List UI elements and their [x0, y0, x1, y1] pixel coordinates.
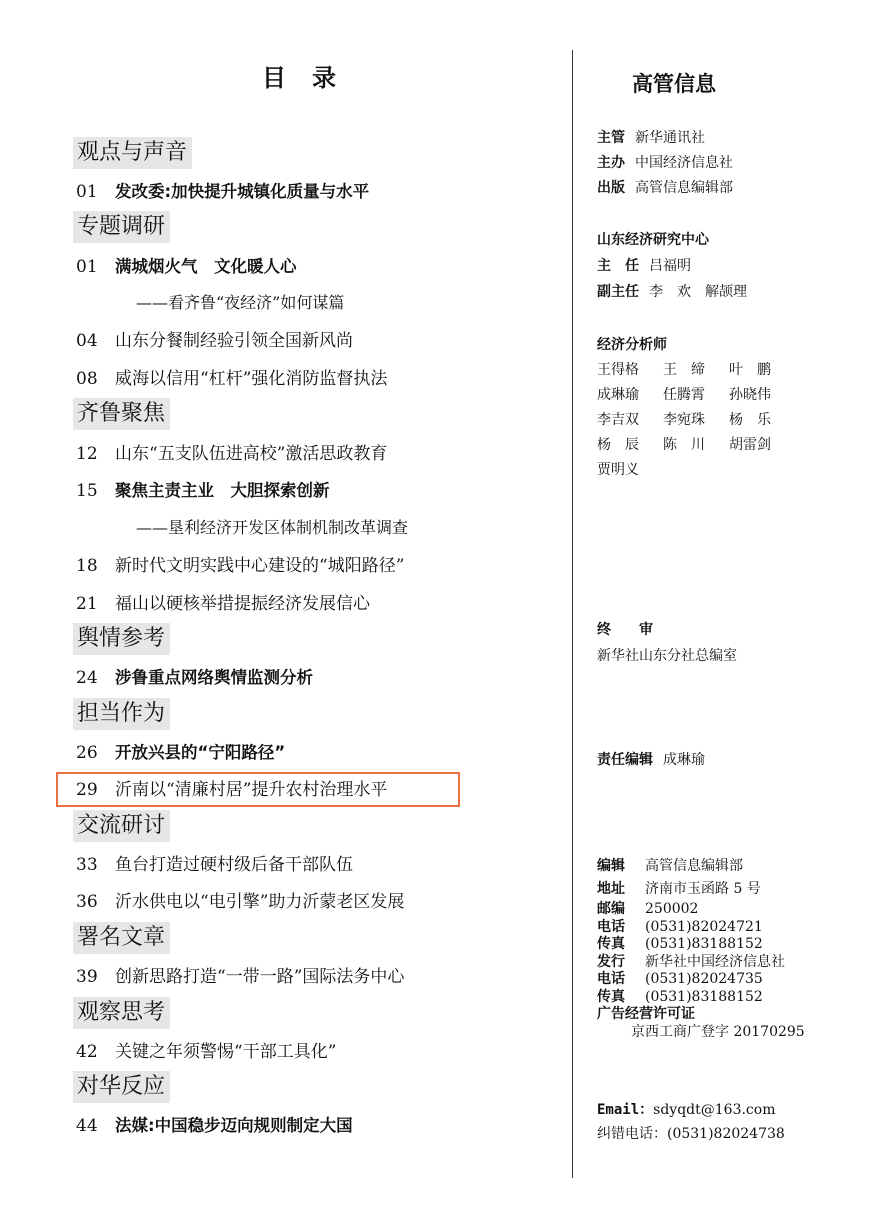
center-name: 山东经济研究中心: [597, 232, 709, 248]
editor-line: [597, 750, 705, 770]
entry-title: 鱼台打造过硬村级后备干部队伍: [115, 855, 353, 875]
email-label: Email：: [597, 1102, 654, 1118]
section-heading: 交流研讨: [73, 810, 170, 842]
info-value: 高管信息编辑部: [635, 180, 733, 196]
section-heading: 齐鲁聚焦: [73, 398, 170, 430]
page-number: 39: [76, 967, 98, 987]
analysts-list: [597, 358, 795, 483]
analyst-name: 成琳瑜: [597, 387, 639, 403]
info-label: 编辑: [597, 858, 625, 874]
publisher-line: [597, 178, 733, 198]
entry-title: 法媒:中国稳步迈向规则制定大国: [115, 1116, 353, 1135]
info-value: 吕福明: [649, 258, 691, 274]
page-number: 29: [76, 780, 98, 800]
toc-entry[interactable]: [76, 255, 297, 279]
info-label: 主办: [597, 155, 625, 171]
info-value: 成琳瑜: [663, 752, 705, 768]
section-heading: 对华反应: [73, 1071, 170, 1103]
section-heading: 署名文章: [73, 922, 170, 954]
contact-row: [597, 971, 805, 989]
page-number: 01: [76, 182, 98, 202]
toc-entry[interactable]: [76, 367, 387, 391]
info-value: 新华社中国经济信息社: [645, 953, 785, 970]
publisher-line: [597, 153, 733, 173]
info-value: 济南市玉函路 5 号: [645, 881, 761, 897]
page-number: 08: [76, 369, 98, 389]
license-label: [597, 1006, 805, 1024]
contact-row: [597, 936, 805, 954]
analyst-name: 叶 鹏: [729, 362, 771, 378]
analyst-row: [597, 408, 795, 433]
page-number: 15: [76, 481, 98, 501]
toc-entry[interactable]: [76, 741, 285, 765]
entry-title: 新时代文明实践中心建设的“城阳路径”: [115, 556, 405, 576]
info-value: 新华通讯社: [635, 130, 705, 146]
toc-entry[interactable]: [76, 1040, 336, 1064]
staff-line: [597, 282, 747, 302]
info-value: 250002: [645, 901, 699, 917]
entry-subtitle: ——看齐鲁“夜经济”如何谋篇: [136, 293, 345, 312]
toc-entry[interactable]: [76, 554, 404, 578]
toc-entry[interactable]: [76, 965, 404, 989]
contact-block: [597, 855, 805, 1041]
entry-title: 满城烟火气 文化暖人心: [115, 257, 297, 276]
analyst-name: 王 缔: [663, 362, 705, 378]
analyst-row: [597, 433, 795, 458]
toc-entry[interactable]: [76, 180, 369, 204]
info-label: 副主任: [597, 284, 639, 300]
final-review-value: 新华社山东分社总编室: [597, 648, 737, 664]
toc-entry[interactable]: [76, 1114, 353, 1138]
analyst-name: 贾明义: [597, 462, 639, 478]
info-label: 发行: [597, 953, 625, 970]
analyst-name: 陈 川: [663, 437, 705, 453]
section-heading: 担当作为: [73, 698, 170, 730]
page-number: 44: [76, 1116, 98, 1136]
toc-entry[interactable]: [76, 666, 313, 690]
page-number: 24: [76, 668, 98, 688]
info-value: 高管信息编辑部: [645, 858, 743, 874]
section-heading: 观点与声音: [73, 137, 192, 169]
analysts-heading: 经济分析师: [597, 337, 667, 353]
analyst-name: 王得格: [597, 362, 639, 378]
toc-entry[interactable]: [76, 853, 353, 877]
section-heading: 观察思考: [73, 997, 170, 1029]
info-value: (0531)82024735: [645, 971, 763, 987]
analyst-name: 胡雷剑: [729, 437, 771, 453]
info-value: (0531)83188152: [645, 988, 763, 1005]
analyst-row: [597, 383, 795, 408]
info-value: 中国经济信息社: [635, 155, 733, 171]
entry-title: 关键之年须警惕“干部工具化”: [115, 1042, 337, 1062]
entry-title: 涉鲁重点网络舆情监测分析: [115, 668, 313, 687]
analyst-name: 孙晓伟: [729, 387, 771, 403]
hotline-line: [597, 1124, 785, 1144]
entry-title: 福山以硬核举措提振经济发展信心: [115, 594, 370, 614]
section-heading: 舆情参考: [73, 623, 170, 655]
toc-entry[interactable]: [76, 442, 387, 466]
toc-title: 目录: [262, 64, 362, 92]
publisher-line: [597, 128, 705, 148]
info-label: 责任编辑: [597, 752, 653, 768]
info-label: 主 任: [597, 258, 639, 274]
contact-row: [597, 989, 805, 1007]
page-number: 42: [76, 1042, 98, 1062]
contact-row: [597, 855, 805, 878]
entry-subtitle: ——垦利经济开发区体制机制改革调查: [136, 518, 409, 537]
staff-line: [597, 256, 691, 276]
analyst-name: 杨 乐: [729, 412, 771, 428]
toc-entry[interactable]: [76, 890, 404, 914]
entry-title: 发改委:加快提升城镇化质量与水平: [115, 182, 370, 201]
contact-row: [597, 901, 805, 919]
page-number: 33: [76, 855, 98, 875]
analyst-name: 李吉双: [597, 412, 639, 428]
analyst-row: [597, 358, 795, 383]
entry-title: 山东“五支队伍进高校”激活思政教育: [115, 444, 388, 464]
final-review-label: 终 审: [597, 622, 653, 638]
analyst-name: 李宛珠: [663, 412, 705, 428]
toc-entry[interactable]: [76, 329, 353, 353]
email-value[interactable]: sdyqdt@163.com: [653, 1102, 776, 1118]
info-label: 主管: [597, 130, 625, 146]
section-heading: 专题调研: [73, 211, 170, 243]
info-label: 传真: [597, 988, 625, 1005]
analyst-name: 杨 辰: [597, 437, 639, 453]
toc-entry[interactable]: [76, 592, 370, 616]
toc-entry-highlighted[interactable]: [76, 778, 387, 802]
page-number: 21: [76, 594, 98, 614]
page-number: 18: [76, 556, 98, 576]
page-number: 01: [76, 257, 98, 277]
license-value: 京西工商广登字 20170295: [631, 1023, 805, 1040]
info-label: 传真: [597, 936, 625, 952]
entry-title: 山东分餐制经验引领全国新风尚: [115, 331, 353, 351]
toc-entry[interactable]: [76, 479, 330, 503]
sidebar-title: 高管信息: [632, 72, 716, 96]
info-label: 邮编: [597, 901, 625, 917]
page-number: 36: [76, 892, 98, 912]
entry-title: 创新思路打造“一带一路”国际法务中心: [115, 967, 405, 987]
entry-title: 聚焦主责主业 大胆探索创新: [115, 481, 330, 500]
column-divider: [572, 50, 573, 1178]
page-number: 26: [76, 743, 98, 763]
page-number: 04: [76, 331, 98, 351]
info-label: 地址: [597, 881, 625, 897]
hotline-label: 纠错电话：: [597, 1126, 667, 1142]
email-line: [597, 1100, 775, 1120]
page-number: 12: [76, 444, 98, 464]
entry-title: 开放兴县的“宁阳路径”: [115, 743, 286, 762]
info-label: 电话: [597, 918, 625, 935]
info-label: 电话: [597, 971, 625, 987]
license-label-text: 广告经营许可证: [597, 1006, 695, 1022]
entry-title: 沂南以“清廉村居”提升农村治理水平: [115, 780, 388, 800]
contact-row: [597, 878, 805, 901]
analyst-name: 任腾霄: [663, 387, 705, 403]
entry-title: 沂水供电以“电引擎”助力沂蒙老区发展: [115, 892, 405, 912]
contact-row: [597, 919, 805, 937]
analyst-row: [597, 458, 795, 483]
info-label: 出版: [597, 180, 625, 196]
hotline-value: (0531)82024738: [667, 1126, 785, 1142]
info-value: (0531)83188152: [645, 936, 763, 952]
contact-row: [597, 954, 805, 972]
entry-title: 威海以信用“杠杆”强化消防监督执法: [115, 369, 388, 389]
info-value: (0531)82024721: [645, 918, 763, 935]
info-value: 李 欢 解颉理: [649, 284, 747, 300]
